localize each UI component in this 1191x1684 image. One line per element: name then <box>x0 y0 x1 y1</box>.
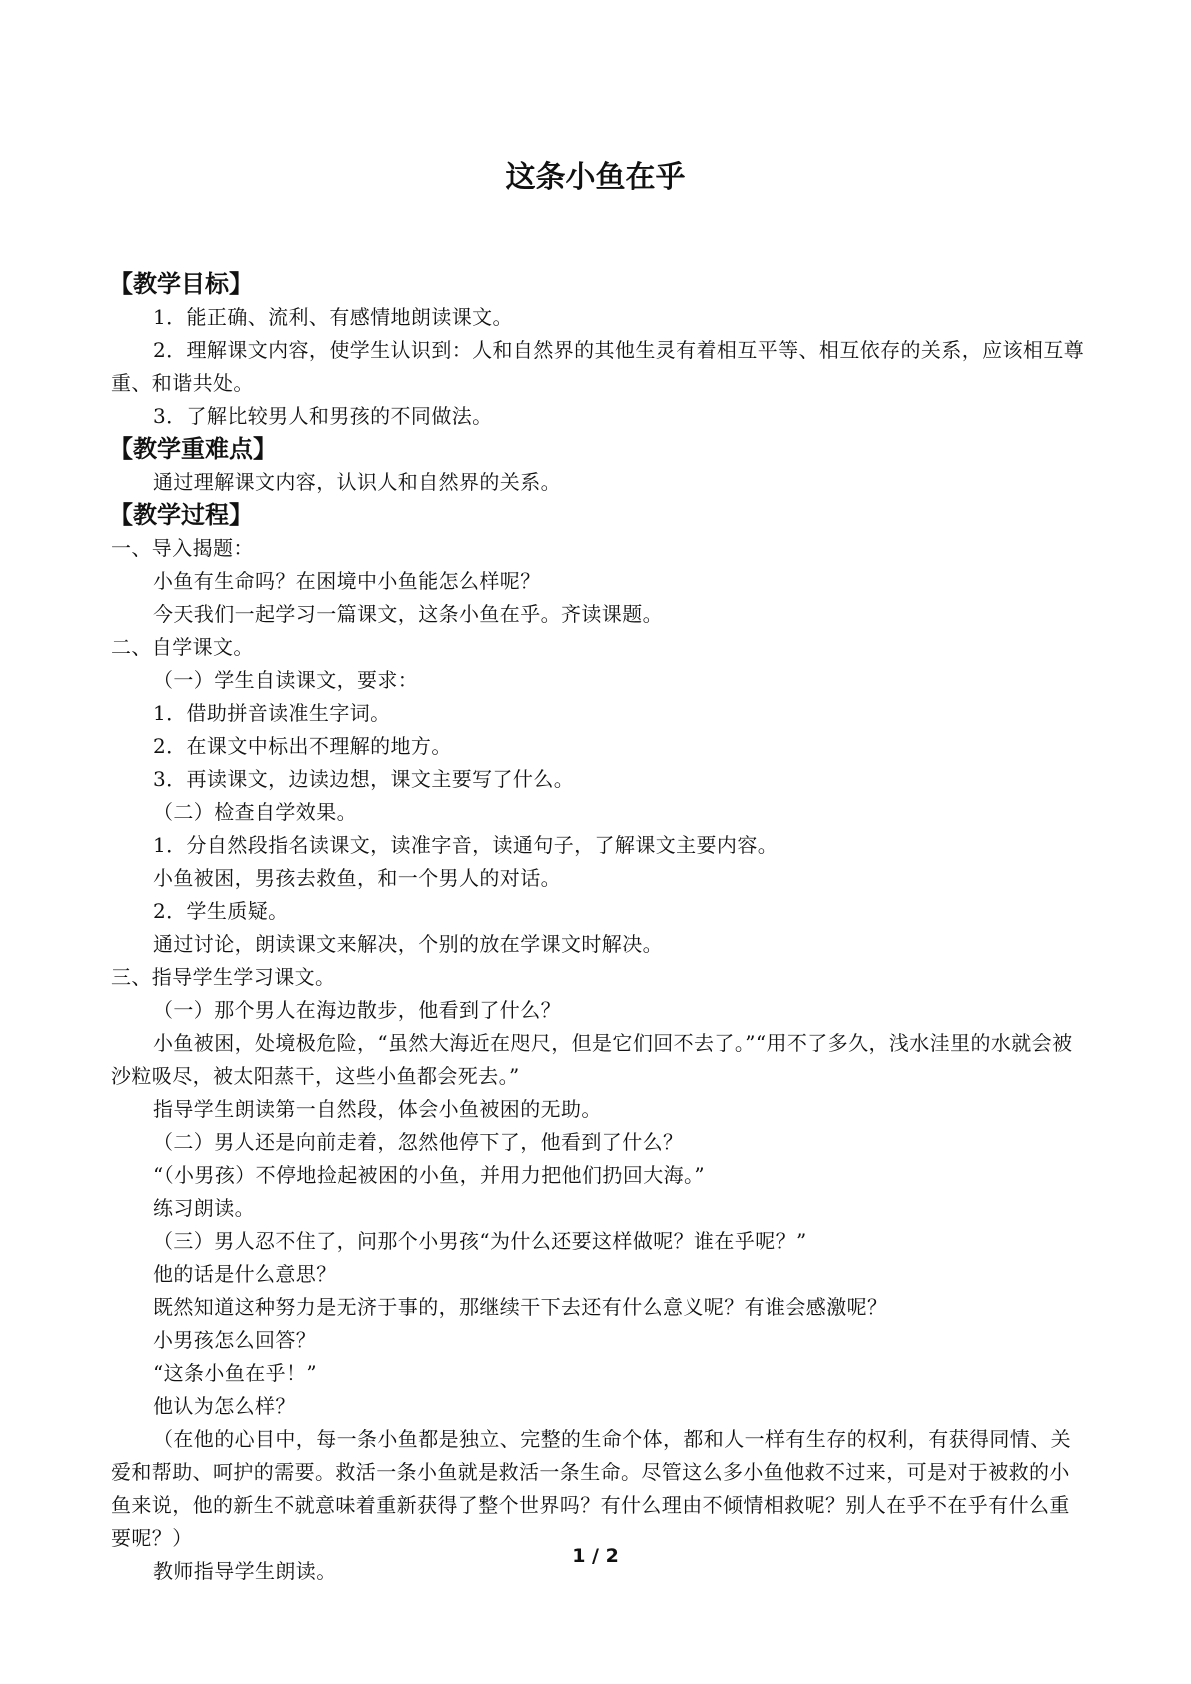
process-step-heading: 一、导入揭题： <box>111 536 254 560</box>
process-line: 通过讨论，朗读课文来解决，个别的放在学课文时解决。 <box>153 932 663 956</box>
process-line: （二）检查自学效果。 <box>153 800 357 824</box>
process-line: 指导学生朗读第一自然段，体会小鱼被困的无助。 <box>153 1097 602 1121</box>
process-line: 小鱼有生命吗？在困境中小鱼能怎么样呢？ <box>153 569 541 593</box>
process-line: 2．在课文中标出不理解的地方。 <box>153 734 452 758</box>
process-line: 今天我们一起学习一篇课文，这条小鱼在乎。齐读课题。 <box>153 602 663 626</box>
process-line: （二）男人还是向前走着，忽然他停下了，他看到了什么？ <box>153 1130 684 1154</box>
process-line: （三）男人忍不住了，问那个小男孩“为什么还要这样做呢？谁在乎呢？” <box>153 1229 807 1253</box>
process-line: 2．学生质疑。 <box>153 899 289 923</box>
process-line: “（小男孩）不停地捡起被困的小鱼，并用力把他们扔回大海。” <box>153 1163 706 1187</box>
page-number: 1 / 2 <box>572 1545 619 1567</box>
process-line: 1．分自然段指名读课文，读准字音，读通句子，了解课文主要内容。 <box>153 833 779 857</box>
process-line: 既然知道这种努力是无济于事的，那继续干下去还有什么意义呢？有谁会感激呢？ <box>153 1295 888 1319</box>
focus-text: 通过理解课文内容，认识人和自然界的关系。 <box>153 470 561 494</box>
section-heading-goals: 【教学目标】 <box>109 270 253 298</box>
process-line: 3．再读课文，边读边想，课文主要写了什么。 <box>153 767 575 791</box>
process-step-heading: 三、指导学生学习课文。 <box>111 965 336 989</box>
goal-item: 1．能正确、流利、有感情地朗读课文。 <box>153 305 513 329</box>
section-heading-focus: 【教学重难点】 <box>109 435 277 463</box>
process-line: （在他的心目中，每一条小鱼都是独立、完整的生命个体，都和人一样有生存的权利，有获得同情、关爱和帮助、呵护的需要。救活一条小鱼就是救活一条生命。尽管这么多小鱼他救不过来，可是对于被救的小鱼来说，他的新生不就意味着重新获得了整个世界吗？有什么理由不倾情相救呢？别人在乎不在乎有什么重要呢？） <box>111 1427 1071 1550</box>
section-heading-process: 【教学过程】 <box>109 501 253 529</box>
process-line: 小鱼被困，处境极危险，“虽然大海近在咫尺，但是它们回不去了。”“用不了多久，浅水洼里的水就会被沙粒吸尽，被太阳蒸干，这些小鱼都会死去。” <box>111 1031 1073 1088</box>
process-line: 小鱼被困，男孩去救鱼，和一个男人的对话。 <box>153 866 561 890</box>
process-line: 教师指导学生朗读。 <box>153 1559 337 1583</box>
process-line: （一）学生自读课文，要求： <box>153 668 419 692</box>
document-body <box>111 268 1086 1588</box>
process-line: 1．借助拼音读准生字词。 <box>153 701 391 725</box>
process-line: 他的话是什么意思？ <box>153 1262 337 1286</box>
document-title: 这条小鱼在乎 <box>505 160 686 195</box>
process-line: （一）那个男人在海边散步，他看到了什么？ <box>153 998 561 1022</box>
process-line: 他认为怎么样？ <box>153 1394 296 1418</box>
process-step-heading: 二、自学课文。 <box>111 635 254 659</box>
goal-item: 2．理解课文内容，使学生认识到：人和自然界的其他生灵有着相互平等、相互依存的关系，应该相互尊重、和谐共处。 <box>111 338 1085 395</box>
process-line: “这条小鱼在乎！” <box>153 1361 318 1385</box>
process-line: 练习朗读。 <box>153 1196 255 1220</box>
process-line: 小男孩怎么回答？ <box>153 1328 317 1352</box>
goal-item: 3．了解比较男人和男孩的不同做法。 <box>153 404 493 428</box>
